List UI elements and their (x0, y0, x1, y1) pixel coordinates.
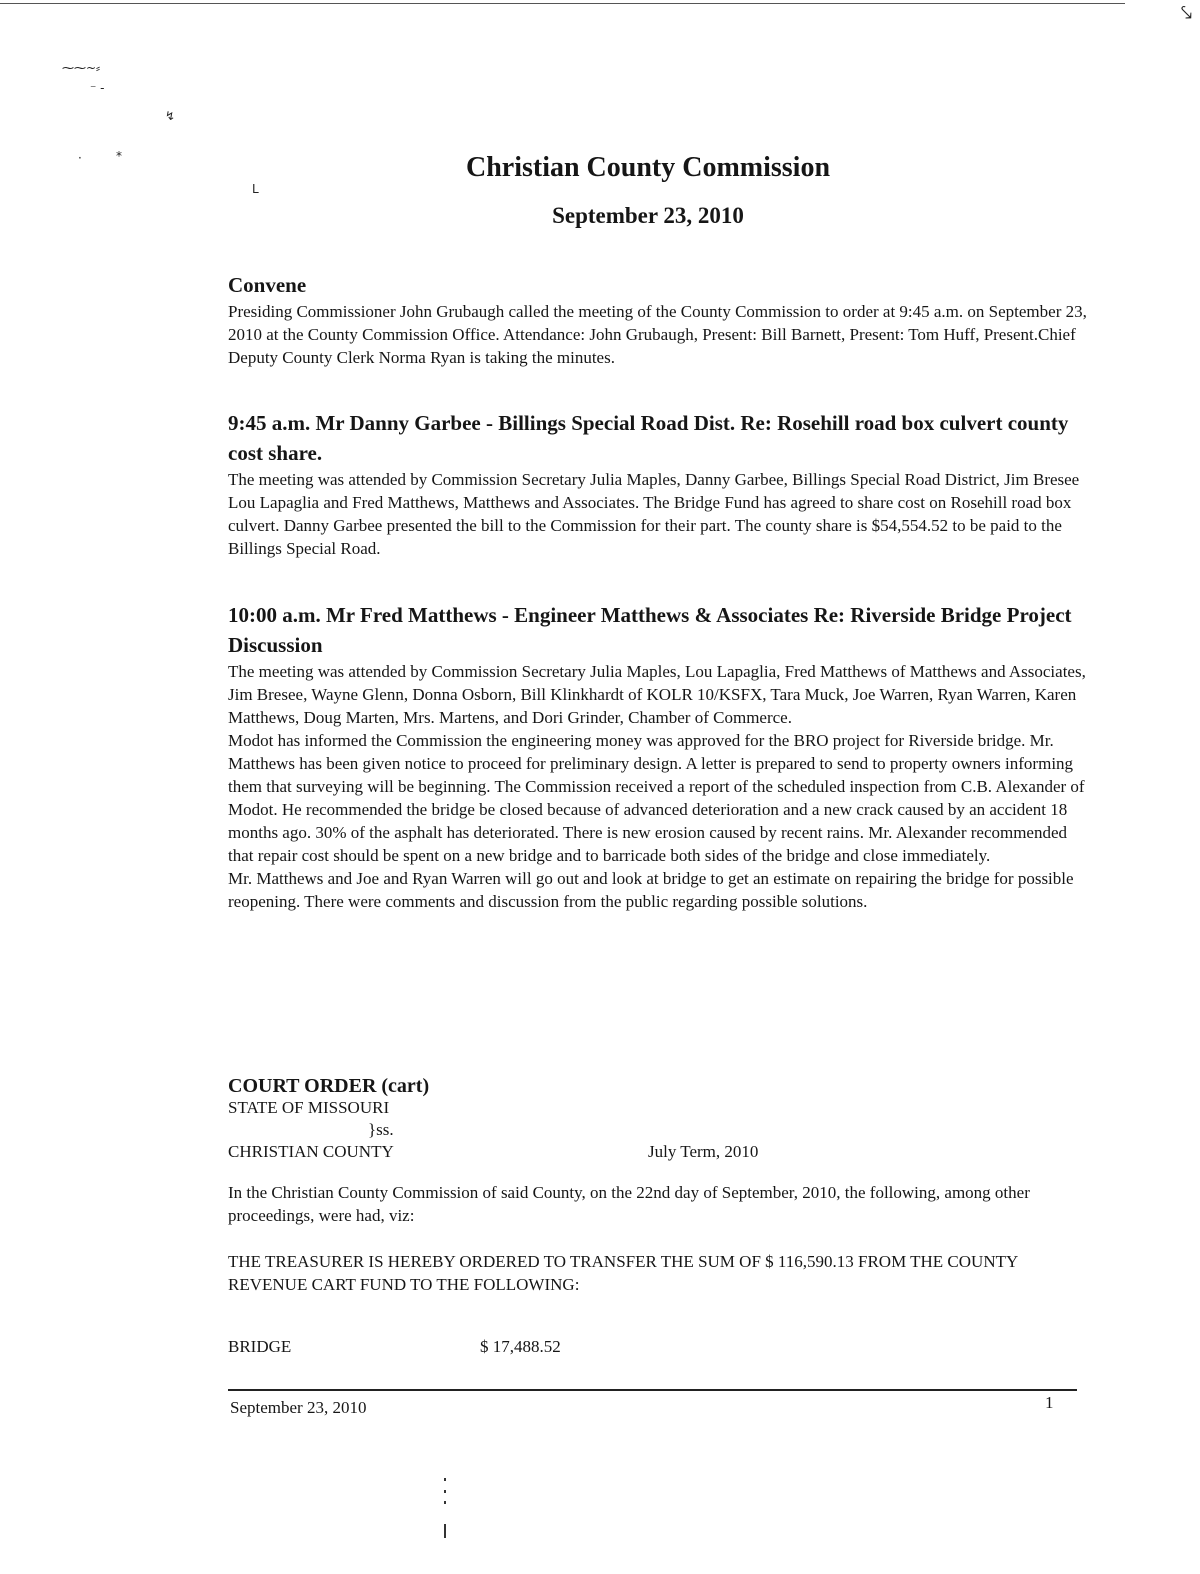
scan-dot (444, 1478, 446, 1481)
court-order-intro: In the Christian County Commission of said County, on the 22nd day of September, 2010, the following, among other proceedings, were had, viz: (228, 1183, 1030, 1225)
county-name: CHRISTIAN COUNTY (228, 1142, 394, 1161)
section-heading: 9:45 a.m. Mr Danny Garbee - Billings Special Road Dist. Re: Rosehill road box culvert county cost share. (228, 411, 1069, 465)
page-number: 1 (1045, 1393, 1054, 1412)
section-paragraph: Presiding Commissioner John Grubaugh called the meeting of the County Commission to order at 9:45 a.m. on September 23, 2010 at the County Commission Office. Attendance: John Grubaugh, Present: Bill Barnett, Present: Tom Huff, Present.Chief Deputy County Clerk Norma Ryan is taking the minutes. (228, 302, 1087, 367)
state-name: STATE OF MISSOURI (228, 1098, 390, 1117)
scan-speck: ⁓⁓~⸗ (62, 61, 101, 75)
scan-speck: * (116, 149, 122, 163)
scan-speck: ᒪ (252, 182, 259, 196)
scan-speck: · (78, 151, 82, 165)
scan-corner-mark: ⤥ (1180, 0, 1192, 24)
section-paragraph: The meeting was attended by Commission Secretary Julia Maples, Lou Lapaglia, Fred Matthews of Matthews and Associates, Jim Bresee, Wayne Glenn, Donna Osborn, Bill Klinkhardt of KOLR 10/KSFX, Tara Muck, Joe Warren, Ryan Warren, Karen Matthews, Doug Marten, Mrs. Martens, and Dori Grinder, Chamber of Commerce. (228, 662, 1086, 727)
section-garbee (228, 408, 1088, 560)
scan-dot (444, 1524, 446, 1538)
transfer-line-item (228, 1336, 1088, 1358)
footer-divider (228, 1389, 1077, 1391)
court-order-text: THE TREASURER IS HEREBY ORDERED TO TRANSFER THE SUM OF $ 116,590.13 FROM THE COUNTY REVENUE CART FUND TO THE FOLLOWING: (228, 1252, 1018, 1294)
section-paragraph: Modot has informed the Commission the engineering money was approved for the BRO project for Riverside bridge. Mr. Matthews has been given notice to proceed for preliminary design. A letter is prepared to send to property owners informing them that surveying will be beginning. The Commission received a report of the scheduled inspection from C.B. Alexander of Modot. He recommended the bridge be closed because of advanced deterioration and a new crack caused by an accident 18 months ago. 30% of the asphalt has deteriorated. There is new erosion caused by recent rains. Mr. Alexander recommended that repair cost should be spent on a new bridge and to barricade both sides of the bridge and close immediately. (228, 731, 1085, 865)
court-order-heading: COURT ORDER (cart) (228, 1075, 430, 1097)
transfer-item-label: BRIDGE (228, 1337, 292, 1356)
document-date: September 23, 2010 (552, 203, 744, 228)
section-paragraph: The meeting was attended by Commission Secretary Julia Maples, Danny Garbee, Billings Special Road District, Jim Bresee Lou Lapaglia and Fred Matthews, Matthews and Associates. The Bridge Fund has agreed to share cost on Rosehill road box culvert. Danny Garbee presented the bill to the Commission for their part. The county share is $54,554.52 to be paid to the Billings Special Road. (228, 470, 1080, 558)
document-title: Christian County Commission (465, 152, 831, 183)
section-heading: Convene (228, 273, 307, 297)
court-term: July Term, 2010 (648, 1142, 759, 1161)
section-heading: 10:00 a.m. Mr Fred Matthews - Engineer Matthews & Associates Re: Riverside Bridge Project Discussion (228, 603, 1072, 657)
ss-mark: }ss. (368, 1120, 394, 1139)
state-line (228, 1097, 1088, 1119)
scan-speck: ↯ (165, 109, 176, 123)
scan-dot (444, 1501, 446, 1504)
section-matthews (228, 600, 1088, 913)
scan-speck: ⁻ - (90, 81, 105, 95)
scan-edge-line (0, 3, 1125, 4)
section-paragraph: Mr. Matthews and Joe and Ryan Warren will go out and look at bridge to get an estimate on repairing the bridge for possible reopening. There were comments and discussion from the public regarding possible solutions. (228, 869, 1074, 911)
county-line (228, 1141, 1088, 1163)
footer-date: September 23, 2010 (230, 1398, 367, 1417)
section-convene (228, 270, 1088, 369)
transfer-item-amount: $ 17,488.52 (480, 1337, 561, 1356)
court-order (228, 1075, 1088, 1358)
scan-dot (444, 1490, 446, 1493)
